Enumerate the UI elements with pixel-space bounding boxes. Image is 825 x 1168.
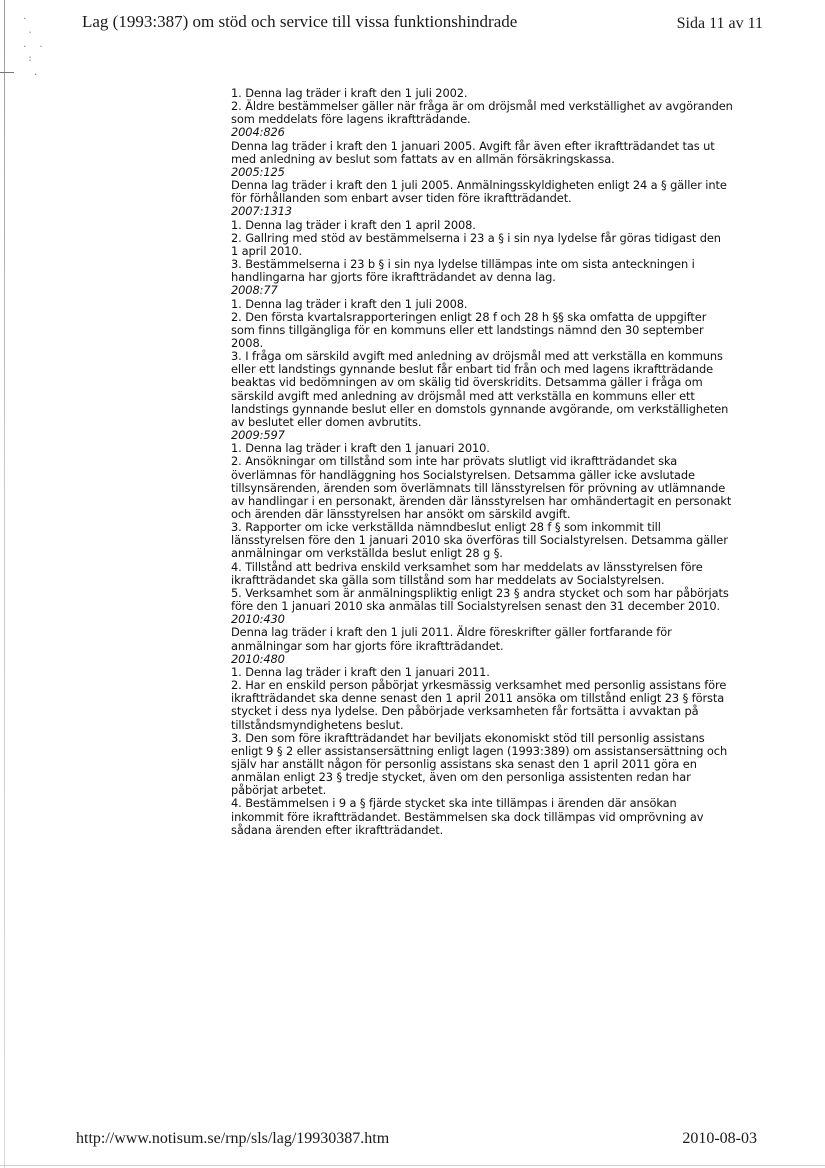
text-line: enligt 9 § 2 eller assistansersättning enligt lagen (1993:389) om assistansersättning och [231, 743, 728, 758]
text-line: Denna lag träder i kraft den 1 januari 2005. Avgift får även efter ikraftträdandet tas ut [231, 138, 715, 153]
print-date: 2010-08-03 [682, 1130, 757, 1147]
text-line: 1 april 2010. [231, 243, 303, 258]
text-line: som meddelats före lagens ikraftträdande. [231, 112, 471, 127]
text-line: stycket i dess nya lydelse. Den påbörjade verksamheten får fortsätta i avvaktan på [231, 704, 699, 719]
text-line: särskild avgift med anledning av dröjsmål med att verkställa en kommuns eller ett [231, 388, 695, 403]
text-line: inkommit före ikraftträdandet. Bestämmelsen ska dock tillämpas vid omprövning av [231, 809, 704, 824]
text-line: Denna lag träder i kraft den 1 juli 2005. Anmälningsskyldigheten enligt 24 a § gäller inte [231, 178, 727, 193]
amendment-reference: 2005:125 [231, 164, 285, 179]
amendment-reference: 2004:826 [231, 125, 285, 140]
text-line: 3. Rapporter om icke verkställda nämndbeslut enligt 28 f § som inkommit till [231, 520, 661, 535]
source-url: http://www.notisum.se/rnp/sls/lag/19930387.htm [76, 1130, 390, 1147]
text-line: beaktas vid bedömningen av om skälig tid överskridits. Detsamma gäller i fråga om [231, 375, 703, 390]
text-line: 1. Denna lag träder i kraft den 1 juli 2002. [231, 86, 468, 100]
text-line: ikraftträdandet ska gälla som tillstånd som har meddelats av Socialstyrelsen. [231, 572, 665, 587]
text-line: själv har anställt någon för personlig assistans ska senast den 1 april 2011 göra en [231, 756, 697, 771]
page-number: Sida 11 av 11 [676, 15, 763, 32]
amendment-reference: 2008:77 [231, 283, 278, 298]
text-line: av beslutet eller domen avbrutits. [231, 414, 422, 429]
text-line: 1. Denna lag träder i kraft den 1 april 2008. [231, 217, 476, 232]
text-line: Denna lag träder i kraft den 1 juli 2011. Äldre föreskrifter gäller fortfarande för [231, 625, 672, 640]
scan-bottom-edge [0, 1165, 825, 1166]
text-line: påbörjat arbetet. [231, 783, 327, 798]
text-line: som finns tillgängliga för en kommuns eller ett landstings nämnd den 30 september [231, 322, 704, 337]
text-line: med anledning av beslut som fattats av en allmän försäkringskassa. [231, 151, 615, 166]
text-line: 3. I fråga om särskild avgift med anledning av dröjsmål med att verkställa en kommuns [231, 349, 723, 364]
text-line: av handlingar i en personakt, ärenden där länsstyrelsen har omhändertagit en personakt [231, 493, 732, 508]
text-line: anmälan enligt 23 § tredje stycket, även om den personliga assistenten redan har [231, 770, 691, 785]
text-line: 3. Den som före ikraftträdandet har beviljats ekonomiskt stöd till personlig assistans [231, 730, 705, 745]
text-line: överlämnas för handläggning hos Socialstyrelsen. Detsamma gäller icke avslutade [231, 467, 695, 482]
text-line: tillståndsmyndighetens beslut. [231, 717, 404, 732]
text-line: sådana ärenden efter ikraftträdandet. [231, 822, 444, 837]
amendment-reference: 2010:430 [231, 612, 285, 627]
text-line: 5. Verksamhet som är anmälningspliktig enligt 23 § andra stycket och som har påbörjats [231, 585, 729, 600]
amendment-reference: 2007:1313 [231, 204, 292, 219]
text-line: 1. Denna lag träder i kraft den 1 januari 2011. [231, 664, 490, 679]
text-line: ikraftträdandet ska denne senast den 1 april 2011 ansöka om tillstånd enligt 23 § första [231, 691, 725, 706]
text-line: anmälningar om verkställda beslut enligt 28 g §. [231, 546, 503, 561]
text-line: 1. Denna lag träder i kraft den 1 juli 2008. [231, 296, 468, 311]
text-line: 2. Har en enskild person påbörjat yrkesmässig verksamhet med personlig assistans före [231, 678, 727, 693]
text-line: 3. Bestämmelserna i 23 b § i sin nya lydelse tillämpas inte om sista anteckningen i [231, 257, 695, 272]
scan-artifact: . . . . : . [22, 12, 44, 78]
document-body [231, 87, 761, 837]
text-line: och ärenden där länsstyrelsen har ansökt om särskild avgift. [231, 507, 571, 521]
page-title: Lag (1993:387) om stöd och service till vissa funktionshindrade [82, 12, 518, 31]
scan-edge [4, 0, 5, 1168]
text-line: 2. Ansökningar om tillstånd som inte har prövats slutligt vid ikraftträdandet ska [231, 454, 678, 469]
text-line: 2. Gallring med stöd av bestämmelserna i 23 a § i sin nya lydelse får göras tidigast den [231, 230, 721, 245]
text-line: eller ett landstings gynnande beslut får enbart tid från och med lagens ikraftträdande [231, 362, 714, 377]
text-line: handlingarna har gjorts före ikraftträdandet av denna lag. [231, 270, 556, 285]
text-line: 1. Denna lag träder i kraft den 1 januari 2010. [231, 441, 490, 456]
amendment-reference: 2010:480 [231, 651, 285, 666]
text-line: före den 1 januari 2010 ska anmälas till Socialstyrelsen senast den 31 december 2010. [231, 599, 721, 614]
text-line: länsstyrelsen före den 1 januari 2010 ska överföras till Socialstyrelsen. Detsamma gäller [231, 533, 728, 548]
text-line: 4. Bestämmelsen i 9 a § fjärde stycket ska inte tillämpas i ärenden där ansökan [231, 796, 677, 811]
text-line: för förhållanden som enbart avser tiden före ikraftträdandet. [231, 191, 572, 206]
amendment-reference: 2009:597 [231, 428, 285, 443]
text-line: 2008. [231, 335, 264, 350]
text-line: landstings gynnande beslut eller en domstols gynnande avgörande, om verkställigheten [231, 401, 729, 416]
text-line: tillsynsärenden, ärenden som överlämnats till länsstyrelsen för prövning av utlämnande [231, 480, 726, 495]
scan-mark [0, 72, 14, 73]
text-line: 2. Äldre bestämmelser gäller när fråga är om dröjsmål med verkställighet av avgöranden [231, 99, 733, 114]
text-line: 4. Tillstånd att bedriva enskild verksamhet som har meddelats av länsstyrelsen före [231, 559, 703, 574]
text-line: anmälningar som har gjorts före ikraftträdandet. [231, 638, 504, 653]
text-line: 2. Den första kvartalsrapporteringen enligt 28 f och 28 h §§ ska omfatta de uppgifter [231, 309, 707, 324]
